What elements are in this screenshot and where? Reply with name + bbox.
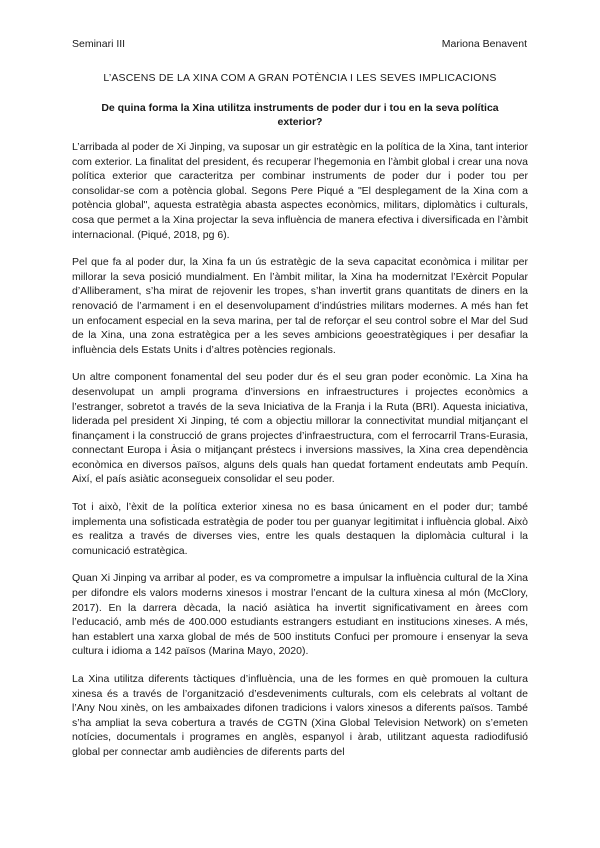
research-question: De quina forma la Xina utilitza instruments de poder dur i tou en la seva política exterior?: [101, 102, 499, 128]
paragraph-4: Tot i això, l’èxit de la política exterior xinesa no es basa únicament en el poder dur; també implementa una sofisticada estratègia de poder tou per guanyar legitimitat i influència global. Això es realitza a través de diverses vies, entre les quals destaquen la diplomàcia cultural i la comunicació estratègica.: [72, 501, 528, 557]
header-author: Mariona Benavent: [441, 38, 527, 50]
header-course: Seminari III: [72, 38, 126, 50]
paragraph-3: Un altre component fonamental del seu poder dur és el seu gran poder econòmic. La Xina ha desenvolupat un ampli programa d’inversions en infraestructures i projectes econòmics a l’estranger, sobretot a través de la seva Iniciativa de la Franja i la Ruta (BRI). Aquesta iniciativa, liderada pel president Xi Jinping, té com a objectiu millorar la connectivitat mundial mitjançant el finançament i la construcció de grans projectes d’infraestructura, com el ferrocarril Trans-Eurasia, connectant Europa i Àsia o mitjançant préstecs i inversions massives, la Xina crea dependència econòmica en diversos països, alguns dels quals han quedat fortament endeutats amb Pequín. Així, el país asiàtic aconsegueix consolidar el seu poder.: [72, 371, 528, 486]
paragraph-6: La Xina utilitza diferents tàctiques d’influència, una de les formes en què promouen la cultura xinesa és a través de l’organització d’esdeveniments culturals, com els celebrats al voltant de l’Any Nou xinès, on les ambaixades difonen tradicions i valors xinesos a diferents països. També s’ha ampliat la seva cobertura a través de CGTN (Xina Global Television Network) on s’emeten notícies, documentals i programes en anglès, espanyol i àrab, utilitzant aquesta radiodifusió global per connectar amb audiències de diferents parts del: [72, 673, 528, 758]
paragraph-1: L’arribada al poder de Xi Jinping, va suposar un gir estratègic en la política de la Xina, tant interior com exterior. La finalitat del president, és recuperar l’hegemonia en l’àmbit global i crear una nova política exterior que caracteritza per combinar instruments de poder dur i poder tou per consolidar-se com a potència global. Segons Pere Piqué a "El desplegament de la Xina com a potència global", aquesta estratègia abasta aspectes econòmics, militars, diplomàtics i culturals, cosa que permet a la Xina projectar la seva influència de manera efectiva i diversificada en l’àmbit internacional. (Piqué, 2018, pg 6).: [72, 141, 528, 241]
paragraph-2: Pel que fa al poder dur, la Xina fa un ús estratègic de la seva capacitat econòmica i militar per millorar la seva posició mundialment. En l’àmbit militar, la Xina ha modernitzat l’Exèrcit Popular d’Alliberament, s’ha mirat de rejovenir les tropes, s’han invertit grans quantitats de diners en la renovació de l’armament i en el desenvolupament d’indústries militars modernes. A més han fet un enfocament especial en la seva marina, per tal de reforçar el seu control sobre el Mar del Sud de la Xina, una zona estratègica per a les seves ambicions geoestratègiques i per desafiar la influència dels Estats Units i d’altres potències regionals.: [72, 256, 528, 356]
paragraph-5: Quan Xi Jinping va arribar al poder, es va comprometre a impulsar la influència cultural de la Xina per difondre els valors moderns xinesos i mostrar l’encant de la cultura xinesa al món (McClory, 2017). En la darrera dècada, la nació asiàtica ha invertit significativament en àrees com l’educació, amb més de 400.000 estudiants estrangers estudiant en institucions xineses. A més, han establert una xarxa global de més de 500 instituts Confuci per promoure i ensenyar la seva cultura i idioma a 142 països (Marina Mayo, 2020).: [72, 572, 528, 658]
document-title: L’ASCENS DE LA XINA COM A GRAN POTÈNCIA I LES SEVES IMPLICACIONS: [103, 72, 497, 84]
body-text: [72, 140, 528, 773]
